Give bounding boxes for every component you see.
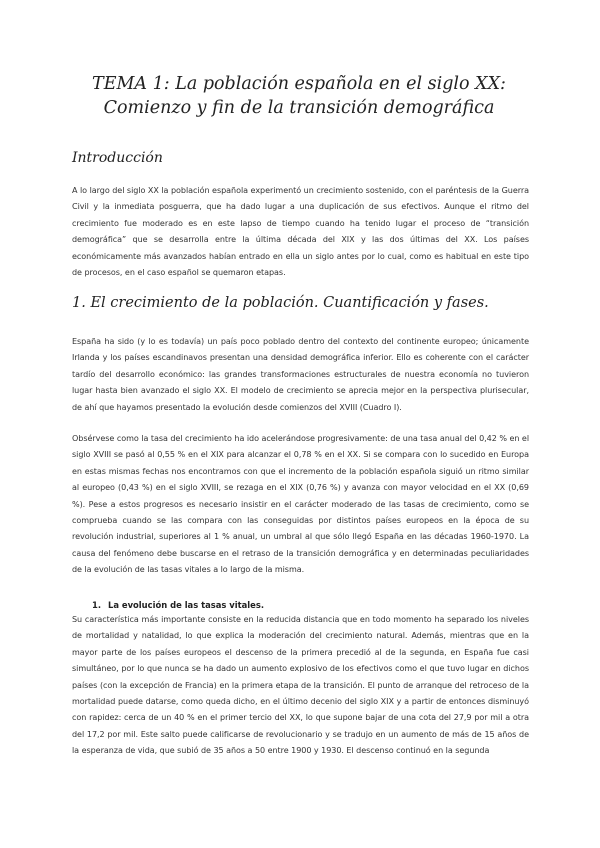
subsection-heading [92, 598, 264, 612]
subsection-paragraph: Su característica más importante consiste en la reducida distancia que en todo momento ha separado los niveles de mortalidad y natalidad, lo que explica la moderación del crecimiento natural. Además, mientras que en la mayor parte de los países europeos el descenso de la primera precedió al de la segunda, en España fue casi simultáneo, por lo que nunca se ha dado un aumento explosivo de los efectivos como el que tuvo lugar en dichos países (con la excepción de Francia) en la primera etapa de la transición. El punto de arranque del retroceso de la mortalidad puede datarse, como queda dicho, en el último decenio del siglo XIX y a partir de entonces disminuyó con rapidez: cerca de un 40 % en el primer tercio del XX, lo que supone bajar de una cota del 27,9 por mil a otra del 17,2 por mil. Este salto puede calificarse de revolucionario y se tradujo en un aumento de más de 15 años de la esperanza de vida, que subió de 35 años a 50 entre 1900 y 1930. El descenso continuó en la segunda [72, 615, 529, 756]
page-title: TEMA 1: La población española en el siglo XX: Comienzo y fin de la transición demográfica [92, 74, 506, 118]
section1-paragraph-2: Obsérvese como la tasa del crecimiento ha ido acelerándose progresivamente: de una tasa anual del 0,42 % en el siglo XVIII se pasó al 0,55 % en el XIX para alcanzar el 0,78 % en el XX. Si se compara con lo sucedido en Europa en estas mismas fechas nos encontramos con que el incremento de la población española siguió un ritmo similar al europeo (0,43 %) en el siglo XVIII, se rezaga en el XIX (0,76 %) y avanza con mayor velocidad en el XX (0,69 %). Pese a estos progresos es necesario insistir en el carácter moderado de las tasas de crecimiento, como se comprueba cuando se las compara con las conseguidas por distintos países europeos en la época de su revolución industrial, superiores al 1 % anual, un umbral al que sólo llegó España en las décadas 1960-1970. La causa del fenómeno debe buscarse en el retraso de la transición demográfica y en determinadas peculiaridades de la evolución de las tasas vitales a lo largo de la misma. [72, 434, 529, 575]
intro-paragraph: A lo largo del siglo XX la población española experimentó un crecimiento sostenido, con el paréntesis de la Guerra Civil y la inmediata posguerra, que ha dado lugar a una duplicación de sus efectivos. Aunque el ritmo del crecimiento fue moderado es en este lapso de tiempo cuando ha tenido lugar el proceso de “transición demográfica” que se desarrolla entre la última década del XIX y las dos últimas del XX. Los países económicamente más avanzados habían entrado en ella un siglo antes por lo cual, como es habitual en este tipo de procesos, en el caso español se quemaron etapas. [72, 186, 529, 278]
intro-heading: Introducción [72, 150, 163, 166]
section1-heading: 1. El crecimiento de la población. Cuantificación y fases. [72, 295, 489, 311]
section1-paragraph-1: España ha sido (y lo es todavía) un país poco poblado dentro del contexto del continente europeo; únicamente Irlanda y los países escandinavos presentan una densidad demográfica inferior. Ello es coherente con el carácter tardío del desarrollo económico: las grandes transformaciones estructurales de nuestra economía no tuvieron lugar hasta bien avanzado el siglo XX. El modelo de crecimiento se aprecia mejor en la perspectiva plurisecular, de ahí que hayamos presentado la evolución desde comienzos del XVIII (Cuadro I). [72, 337, 529, 412]
subsection-number: 1. [92, 600, 102, 610]
subsection-title: La evolución de las tasas vitales. [108, 600, 265, 610]
